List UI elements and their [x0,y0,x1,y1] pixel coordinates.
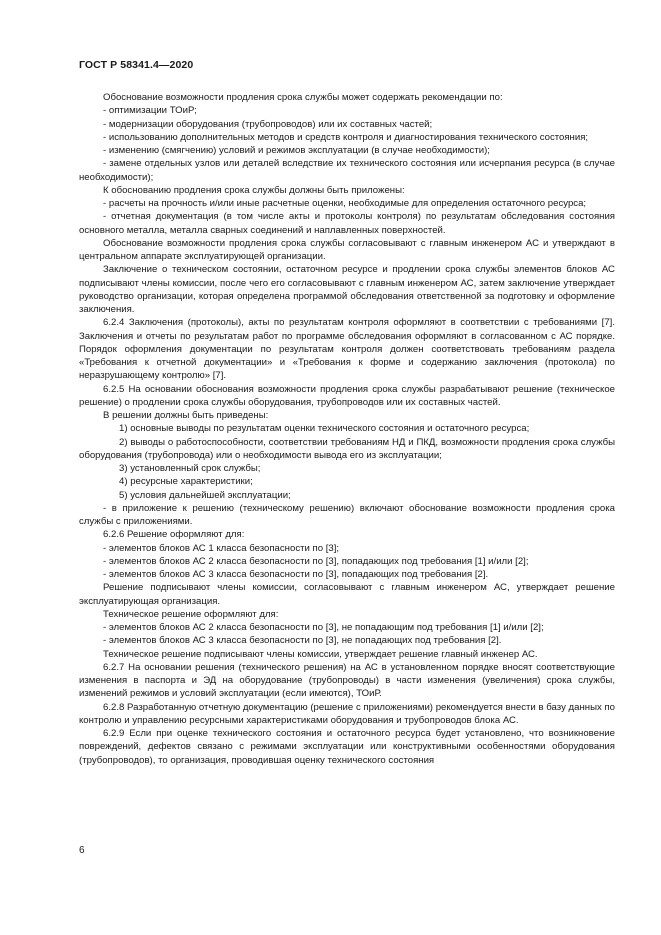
paragraph: Техническое решение оформляют для: [103,608,279,620]
document-body [79,91,615,767]
list-item: - модернизации оборудования (трубопроводов) или их составных частей; [103,118,433,130]
paragraph: Обоснование возможности продления срока службы может содержать рекомендации по: [103,92,503,103]
section-paragraph-6-2-7: 6.2.7 На основании решения (технического решения) на АС в установленном порядке вносят соответствующие изменения в паспорта и ЭД на оборудование (трубопроводы) в части изменения (увеличения) срока службы, изменений режимов и условий эксплуатации (если имеются), ТОиР. [79,661,615,700]
list-item: - элементов блоков АС 1 класса безопасности по [3]; [103,542,340,554]
numbered-item: 4) ресурсные характеристики; [119,476,253,488]
section-paragraph-6-2-9: 6.2.9 Если при оценке технического состояния и остаточного ресурса будет установлено, что возникновение повреждений, дефектов связано с режимами эксплуатации или конструктивными особенностями оборудования (трубопроводов), то организация, проводившая оценку технического состояния [79,728,615,766]
paragraph: В решении должны быть приведены: [103,410,269,421]
section-paragraph-6-2-4: 6.2.4 Заключения (протоколы), акты по результатам контроля оформляют в соответствии с требованиями [7]. Заключения и отчеты по результатам работ по программе обследования оформляют в согласованном с АС порядке. Порядок оформления документации по результатам контроля должен соответствовать требованиям раздела «Требования к отчетной документации» и «Требования к форме и содержанию заключения (протокола) по неразрушающему контролю» [7]. [79,317,615,382]
list-item: - элементов блоков АС 3 класса безопасности по [3], попадающих под требования [2]. [103,569,489,580]
paragraph: Решение подписывают члены комиссии, согласовывают с главным инженером АС, утверждает решение эксплуатирующая организация. [79,582,615,607]
numbered-item: 3) установленный срок службы; [119,463,261,474]
list-item: - в приложение к решению (техническому решению) включают обоснование возможности продления срока службы с приложениями. [79,502,615,527]
list-item: - оптимизации ТОиР; [103,105,197,117]
list-item: - замене отдельных узлов или деталей вследствие их технического состояния или исчерпания ресурса (в случае необходимости); [79,158,615,183]
list-item: - элементов блоков АС 2 класса безопасности по [3], не попадающим под требования [1] и/или [2]; [103,622,544,633]
document-header: ГОСТ Р 58341.4—2020 [79,59,194,71]
list-item: - элементов блоков АС 3 класса безопасности по [3], не попадающих под требования [2]. [103,635,502,647]
list-item: - расчеты на прочность и/или иные расчетные оценки, необходимые для определения остаточного ресурса; [103,198,587,209]
paragraph: Техническое решение подписывают члены комиссии, утверждает решение главный инженер АС. [103,648,538,660]
page-number: 6 [79,845,85,856]
paragraph: Обоснование возможности продления срока службы согласовывают с главным инженером АС и утверждают в центральном аппарате эксплуатирующей организации. [79,237,615,262]
list-item: - изменению (смягчению) условий и режимов эксплуатации (в случае необходимости); [103,145,490,156]
paragraph: К обоснованию продления срока службы должны быть приложены: [103,184,405,196]
list-item: - отчетная документация (в том числе акты и протоколы контроля) по результатам обследования состояния основного металла, металла сварных соединений и наплавленных поверхностей. [79,211,615,236]
list-item: - использованию дополнительных методов и средств контроля и диагностирования технического состояния; [103,131,589,143]
numbered-item: 5) условия дальнейшей эксплуатации; [119,489,291,501]
section-paragraph-6-2-6: 6.2.6 Решение оформляют для: [103,529,245,541]
list-item: - элементов блоков АС 2 класса безопасности по [3], попадающих под требования [1] и/или [2]; [103,555,529,567]
section-paragraph-6-2-8: 6.2.8 Разработанную отчетную документацию (решение с приложениями) рекомендуется внести в базу данных по контролю и управлению ресурсными характеристиками оборудования и трубопроводов блока АС. [79,701,615,726]
numbered-item: 2) выводы о работоспособности, соответствии требованиям НД и ПКД, возможности продления срока службы оборудования (трубопровода) или о необходимости вывода его из эксплуатации; [79,436,615,461]
section-paragraph-6-2-5: 6.2.5 На основании обоснования возможности продления срока службы разрабатывают решение (техническое решение) о продлении срока службы оборудования, трубопроводов или их составных частей. [79,383,615,408]
paragraph: Заключение о техническом состоянии, остаточном ресурсе и продлении срока службы элементов блоков АС подписывают члены комиссии, после чего его согласовывают с главным инженером АС, затем заключение утверждает руководство организации, которая определена программой обследования ответственной за подготовку и оформление заключения. [79,264,615,315]
numbered-item: 1) основные выводы по результатам оценки технического состояния и остаточного ресурса; [119,423,530,435]
